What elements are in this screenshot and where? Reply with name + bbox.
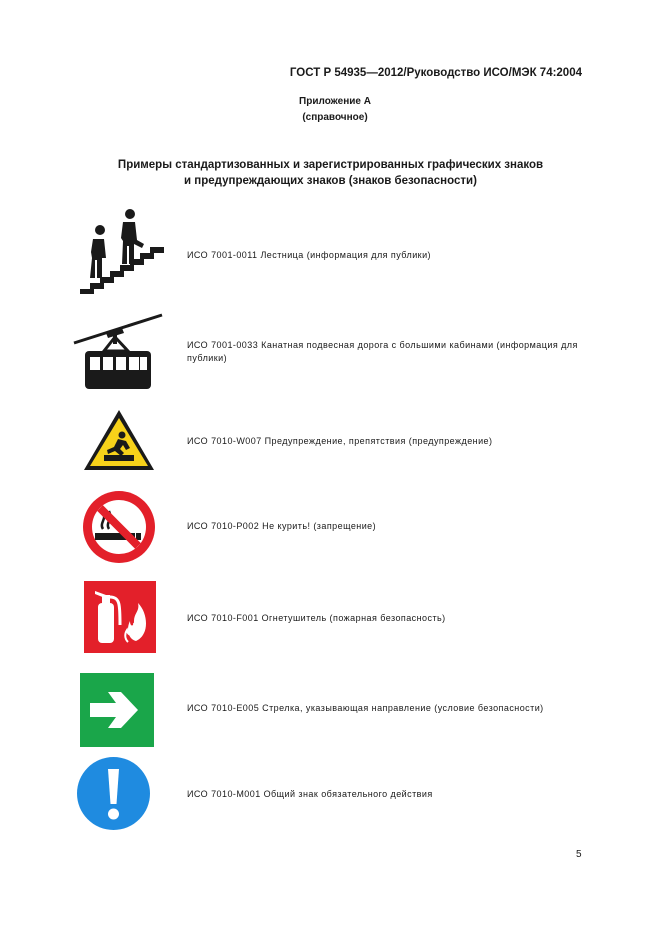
mandatory-action-icon xyxy=(77,757,150,830)
sign-code: ИСО 7010-F001 xyxy=(187,613,259,623)
section-title xyxy=(0,157,661,189)
list-item xyxy=(187,435,582,448)
no-smoking-icon xyxy=(83,491,155,563)
sign-code: ИСО 7001-0011 xyxy=(187,250,258,260)
list-item xyxy=(187,339,582,365)
sign-description: Огнетушитель (пожарная безопасность) xyxy=(261,613,446,623)
sign-description: Общий знак обязательного действия xyxy=(263,789,433,799)
list-item xyxy=(187,520,582,533)
stairs-icon xyxy=(78,208,168,298)
sign-code: ИСО 7010-W007 xyxy=(187,436,262,446)
annex-subtitle: (справочное) xyxy=(302,112,368,123)
sign-description: Лестница (информация для публики) xyxy=(260,250,431,260)
sign-description: Стрелка, указывающая направление (условие безопасности) xyxy=(262,703,544,713)
section-title-line1: Примеры стандартизованных и зарегистрированных графических знаков xyxy=(117,159,544,171)
sign-code: ИСО 7010-P002 xyxy=(187,521,260,531)
list-item xyxy=(187,702,582,715)
list-item xyxy=(187,249,582,262)
sign-code: ИСО 7010-E005 xyxy=(187,703,260,713)
obstacle-warning-icon xyxy=(82,408,156,472)
sign-description: Канатная подвесная дорога с большими кабинами (информация для публики) xyxy=(187,340,578,363)
fire-extinguisher-icon xyxy=(84,581,156,653)
cable-car-icon xyxy=(72,313,164,391)
page-number: 5 xyxy=(576,849,582,860)
direction-arrow-icon xyxy=(80,673,154,747)
annex-title: Приложение А xyxy=(299,96,371,107)
document-header: ГОСТ Р 54935—2012/Руководство ИСО/МЭК 74:2004 xyxy=(289,67,582,79)
section-title-line2: и предупреждающих знаков (знаков безопасности) xyxy=(184,175,477,187)
sign-code: ИСО 7001-0033 xyxy=(187,340,259,350)
sign-description: Не курить! (запрещение) xyxy=(262,521,377,531)
list-item xyxy=(187,612,582,625)
sign-description: Предупреждение, препятствия (предупреждение) xyxy=(264,436,493,446)
annex-heading xyxy=(0,94,661,126)
sign-code: ИСО 7010-M001 xyxy=(187,789,261,799)
list-item xyxy=(187,788,582,801)
